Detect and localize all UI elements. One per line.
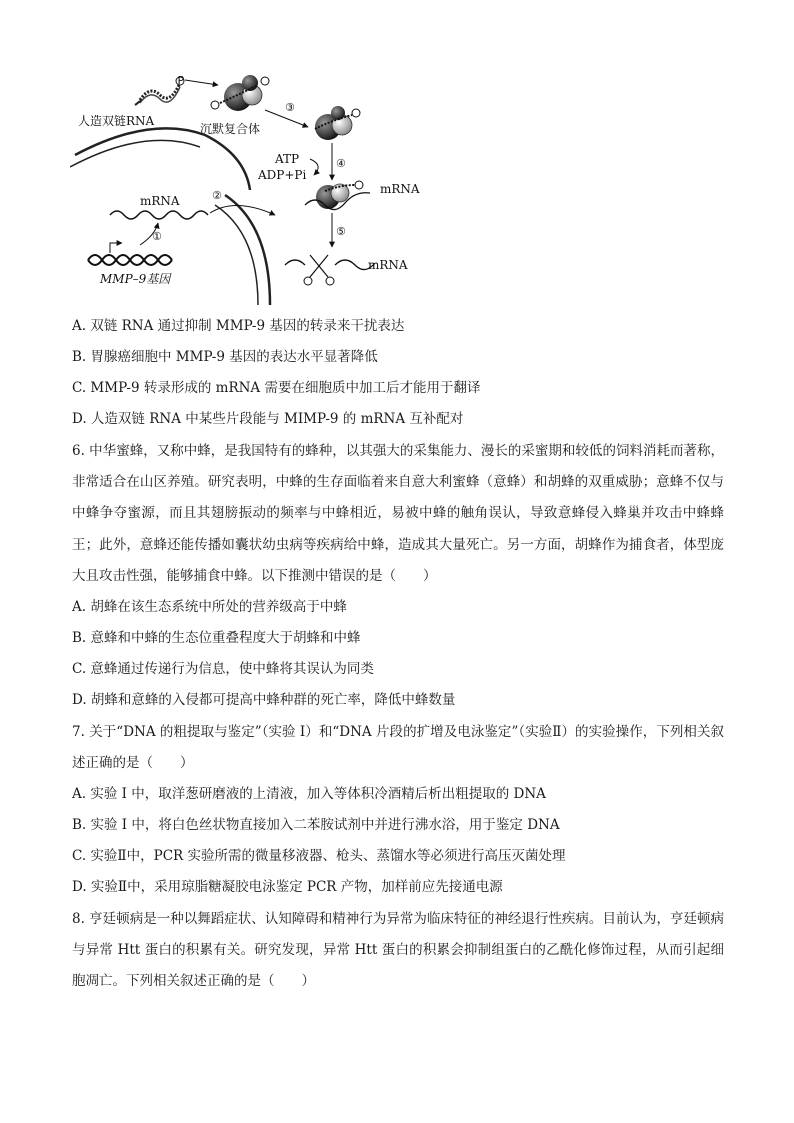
rnai-mechanism-diagram	[70, 55, 440, 310]
q5-option-a: A. 双链 RNA 通过抑制 MMP-9 基因的转录来干扰表达	[72, 318, 405, 334]
label-step1: ①	[152, 230, 162, 243]
svg-text:P: P	[177, 74, 185, 87]
q7-option-d: D. 实验Ⅱ中，采用琼脂糖凝胶电泳鉴定 PCR 产物，加样前应先接通电源	[72, 879, 503, 895]
q6-option-a: A. 胡蜂在该生态系统中所处的营养级高于中蜂	[72, 599, 347, 615]
label-adp: ADP+Pi	[258, 168, 307, 182]
label-step3: ③	[285, 101, 295, 114]
q5-option-c: C. MMP-9 转录形成的 mRNA 需要在细胞质中加工后才能用于翻译	[72, 380, 481, 396]
dsrna-strand	[135, 74, 185, 105]
silencing-complex-3	[305, 181, 370, 210]
q6-option-d: D. 胡蜂和意蜂的入侵都可提高中蜂种群的死亡率，降低中蜂数量	[72, 692, 456, 708]
label-mrna-right: mRNA	[380, 182, 420, 196]
q6-option-b: B. 意蜂和中蜂的生态位重叠程度大于胡蜂和中蜂	[72, 630, 361, 646]
nuclear-membrane	[225, 195, 270, 305]
label-step2: ②	[212, 189, 222, 202]
q5-option-b: B. 胃腺癌细胞中 MMP-9 基因的表达水平显著降低	[72, 349, 378, 365]
label-atp: ATP	[275, 152, 300, 166]
q7-option-c: C. 实验Ⅱ中，PCR 实验所需的微量移液器、枪头、蒸馏水等必须进行高压灭菌处理	[72, 848, 566, 864]
label-step4: ④	[336, 157, 346, 170]
mmp9-gene-helix	[88, 243, 172, 265]
cut-mrna	[285, 260, 375, 270]
q8-stem: 8. 亨廷顿病是一种以舞蹈症状、认知障碍和精神行为异常为临床特征的神经退行性疾病。目前认为，亨廷顿病与异常 Htt 蛋白的积累有关。研究发现，异常 Htt 蛋白的积累会抑制组蛋白的乙酰化修饰过程，从而引起细胞凋亡。下列相关叙述正确的是（ ）	[72, 911, 724, 990]
label-gene: MMP–9基因	[100, 272, 171, 286]
q7-option-a: A. 实验 I 中，取洋葱研磨液的上清液，加入等体积冷酒精后析出粗提取的 DNA	[72, 786, 546, 802]
q6-option-c: C. 意蜂通过传递行为信息，使中蜂将其误认为同类	[72, 661, 374, 677]
q6-stem: 6. 中华蜜蜂，又称中蜂，是我国特有的蜂种，以其强大的采集能力、漫长的采蜜期和较低的饲料消耗而著称，非常适合在山区养殖。研究表明，中蜂的生存面临着来自意大利蜜蜂（意蜂）和胡蜂的双重威胁；意蜂不仅与中蜂争夺蜜源，而且其翅膀振动的频率与中蜂相近，易被中蜂的触角误认，导致意蜂侵入蜂巢并攻击中蜂蜂王；此外，意蜂还能传播如囊状幼虫病等疾病给中蜂，造成其大量死亡。另一方面，胡蜂作为捕食者，体型庞大且攻击性强，能够捕食中蜂。以下推测中错误的是（ ）	[72, 443, 724, 584]
q5-option-d: D. 人造双链 RNA 中某些片段能与 MIMP-9 的 mRNA 互补配对	[72, 411, 464, 427]
cell-membrane-outer	[75, 128, 250, 190]
scissors-icon	[304, 255, 334, 285]
silencing-complex-1	[211, 75, 269, 111]
q7-stem: 7. 关于“DNA 的粗提取与鉴定”（实验 I）和“DNA 片段的扩增及电泳鉴定”（实验Ⅱ）的实验操作，下列相关叙述正确的是（ ）	[72, 724, 724, 772]
silencing-complex-2	[315, 106, 360, 140]
arrow-dsrna-to-complex	[185, 80, 218, 85]
label-mrna-cut: mRNA	[368, 258, 408, 272]
label-step5: ⑤	[336, 225, 346, 238]
nuclear-mrna	[110, 211, 208, 219]
label-mrna-left: mRNA	[140, 194, 180, 208]
label-dsrna: 人造双链RNA	[78, 114, 155, 128]
atp-curve-arrow	[310, 159, 318, 175]
label-complex: 沉默复合体	[200, 122, 261, 136]
q7-option-b: B. 实验 I 中，将白色丝状物直接加入二苯胺试剂中并进行沸水浴，用于鉴定 DNA	[72, 817, 560, 833]
cell-membrane-inner	[70, 140, 200, 167]
nuclear-membrane-inner	[215, 205, 258, 305]
